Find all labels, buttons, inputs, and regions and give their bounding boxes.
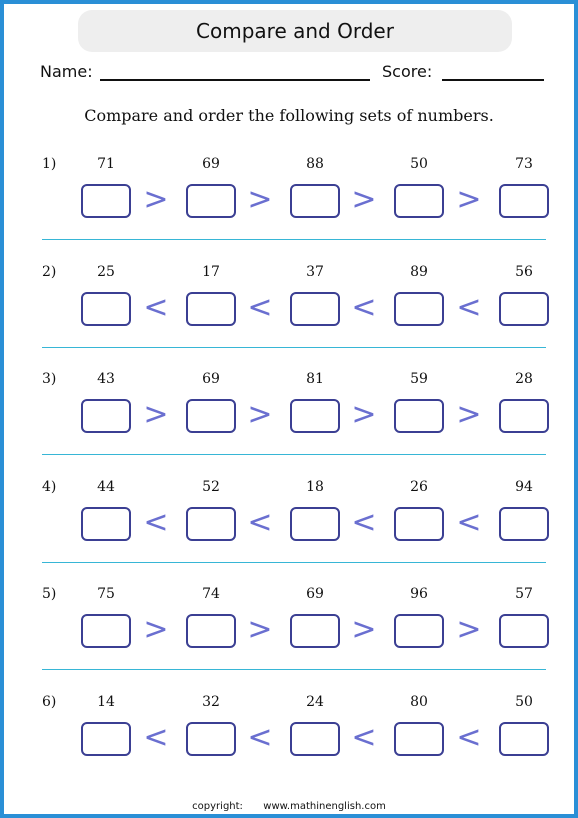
given-number: 37 [306, 263, 324, 280]
answer-box[interactable] [186, 614, 236, 648]
copyright-label: copyright: [192, 801, 243, 812]
answer-box[interactable] [394, 399, 444, 433]
footer-site: www.mathinenglish.com [263, 801, 386, 812]
answer-box[interactable] [186, 292, 236, 326]
name-field-line[interactable] [100, 79, 370, 81]
greater-than-sign: > [456, 397, 482, 432]
problem-row [4, 264, 574, 371]
problem-row [4, 586, 574, 693]
answer-box[interactable] [186, 184, 236, 218]
answer-box[interactable] [186, 507, 236, 541]
given-number: 52 [202, 478, 220, 495]
instructions-text: Compare and order the following sets of numbers. [84, 106, 494, 125]
answer-box[interactable] [290, 507, 340, 541]
problem-number: 4) [42, 478, 57, 495]
answer-box[interactable] [499, 722, 549, 756]
answer-box[interactable] [81, 292, 131, 326]
answer-box[interactable] [81, 722, 131, 756]
answer-box[interactable] [394, 507, 444, 541]
name-score-row [40, 62, 550, 86]
answer-box[interactable] [81, 507, 131, 541]
given-number: 75 [97, 586, 115, 602]
greater-than-sign: > [456, 612, 482, 647]
problem-row [4, 156, 574, 263]
row-divider [42, 239, 546, 240]
given-number: 81 [306, 371, 324, 387]
name-label: Name: [40, 62, 93, 81]
greater-than-sign: > [247, 182, 273, 217]
answer-box[interactable] [290, 722, 340, 756]
problem-number: 6) [42, 693, 57, 710]
answer-box[interactable] [499, 184, 549, 218]
answer-box[interactable] [81, 614, 131, 648]
greater-than-sign: > [143, 182, 169, 217]
answer-box[interactable] [290, 184, 340, 218]
greater-than-sign: > [351, 612, 377, 647]
footer [4, 801, 574, 812]
answer-box[interactable] [394, 292, 444, 326]
greater-than-sign: > [351, 397, 377, 432]
less-than-sign: < [247, 504, 273, 540]
score-field-line[interactable] [442, 79, 544, 81]
given-number: 25 [97, 263, 115, 280]
given-number: 26 [410, 478, 428, 495]
less-than-sign: < [247, 719, 273, 755]
page-title: Compare and Order [78, 10, 512, 52]
given-number: 73 [515, 156, 533, 172]
given-number: 14 [97, 693, 115, 710]
answer-box[interactable] [290, 292, 340, 326]
answer-box[interactable] [186, 722, 236, 756]
greater-than-sign: > [456, 182, 482, 217]
row-divider [42, 347, 546, 348]
given-number: 17 [202, 263, 220, 280]
answer-box[interactable] [499, 614, 549, 648]
given-number: 69 [202, 371, 220, 387]
less-than-sign: < [143, 504, 169, 540]
given-number: 56 [515, 263, 533, 280]
less-than-sign: < [456, 504, 482, 540]
answer-box[interactable] [499, 507, 549, 541]
less-than-sign: < [143, 719, 169, 755]
answer-box[interactable] [394, 614, 444, 648]
greater-than-sign: > [247, 612, 273, 647]
given-number: 69 [306, 586, 324, 602]
greater-than-sign: > [351, 182, 377, 217]
given-number: 57 [515, 586, 533, 602]
given-number: 28 [515, 371, 533, 387]
less-than-sign: < [351, 289, 377, 325]
problem-number: 5) [42, 586, 57, 602]
less-than-sign: < [247, 289, 273, 325]
answer-box[interactable] [394, 184, 444, 218]
less-than-sign: < [456, 289, 482, 325]
row-divider [42, 669, 546, 670]
given-number: 32 [202, 693, 220, 710]
given-number: 80 [410, 693, 428, 710]
less-than-sign: < [456, 719, 482, 755]
less-than-sign: < [351, 504, 377, 540]
greater-than-sign: > [143, 612, 169, 647]
given-number: 71 [97, 156, 115, 172]
given-number: 88 [306, 156, 324, 172]
given-number: 89 [410, 263, 428, 280]
answer-box[interactable] [81, 399, 131, 433]
less-than-sign: < [143, 289, 169, 325]
greater-than-sign: > [143, 397, 169, 432]
given-number: 96 [410, 586, 428, 602]
given-number: 69 [202, 156, 220, 172]
given-number: 44 [97, 478, 115, 495]
row-divider [42, 454, 546, 455]
answer-box[interactable] [186, 399, 236, 433]
given-number: 18 [306, 478, 324, 495]
given-number: 59 [410, 371, 428, 387]
problem-row [4, 479, 574, 586]
problem-row [4, 694, 574, 801]
problem-row [4, 371, 574, 478]
row-divider [42, 562, 546, 563]
answer-box[interactable] [394, 722, 444, 756]
less-than-sign: < [351, 719, 377, 755]
given-number: 24 [306, 693, 324, 710]
answer-box[interactable] [290, 399, 340, 433]
given-number: 43 [97, 371, 115, 387]
given-number: 74 [202, 586, 220, 602]
problem-number: 1) [42, 156, 57, 172]
given-number: 50 [515, 693, 533, 710]
answer-box[interactable] [290, 614, 340, 648]
score-label: Score: [382, 62, 433, 81]
greater-than-sign: > [247, 397, 273, 432]
problem-number: 2) [42, 263, 57, 280]
answer-box[interactable] [499, 292, 549, 326]
answer-box[interactable] [81, 184, 131, 218]
given-number: 50 [410, 156, 428, 172]
answer-box[interactable] [499, 399, 549, 433]
given-number: 94 [515, 478, 533, 495]
problem-number: 3) [42, 371, 57, 387]
